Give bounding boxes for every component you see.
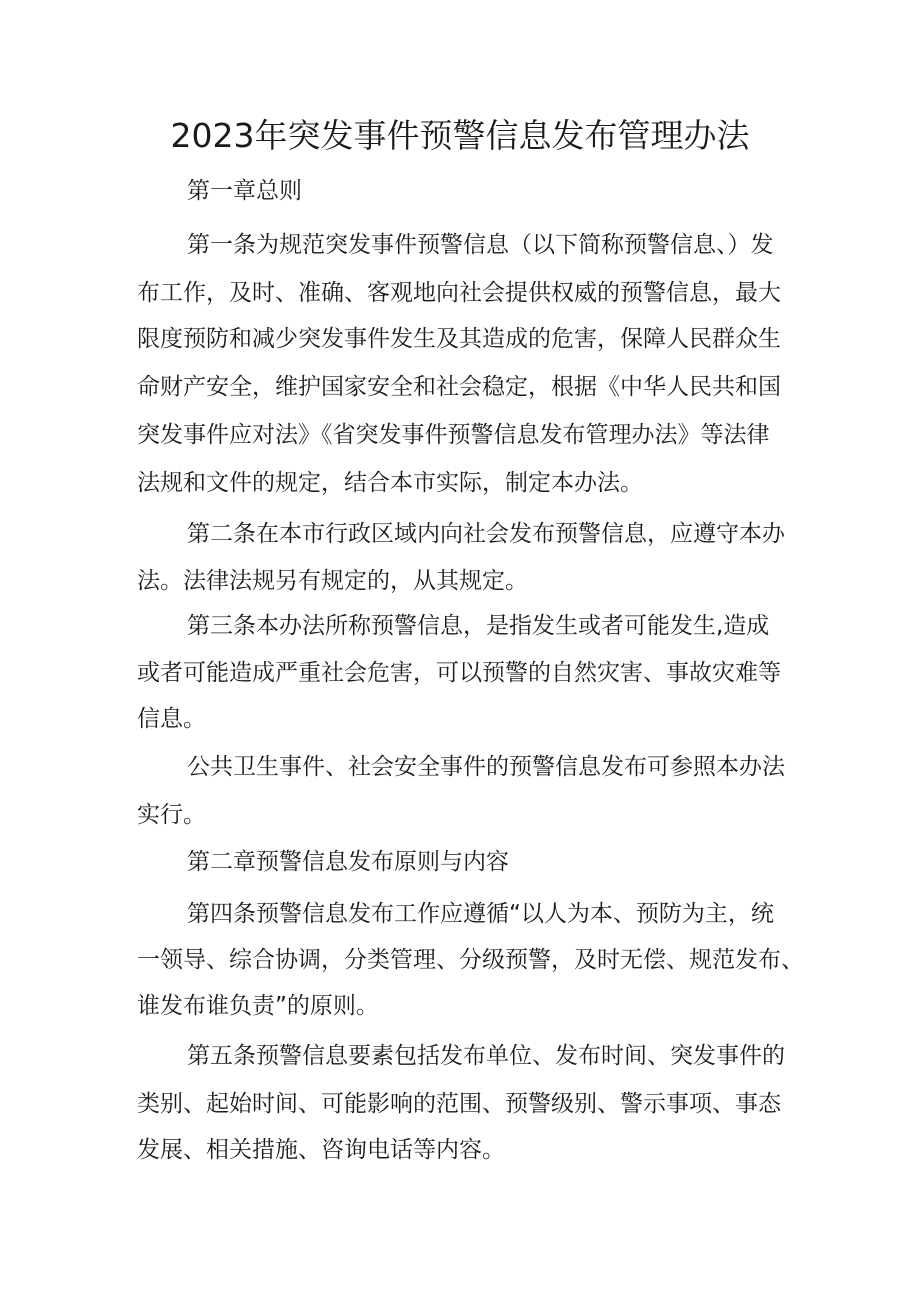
text-line: 第一条为规范突发事件预警信息（以下简称预警信息、）发 (187, 232, 774, 258)
document-title: 2023年突发事件预警信息发布管理办法 (170, 116, 750, 155)
text-line: 一领导、综合协调，分类管理、分级预警，及时无偿、规范发布、 (137, 947, 804, 973)
text-line: 命财产安全，维护国家安全和社会稳定，根据《中华人民共和国 (137, 374, 781, 400)
text-line: 限度预防和减少突发事件发生及其造成的危害，保障人民群众生 (137, 326, 781, 352)
text-line: 信息。 (137, 706, 206, 732)
chapter-heading: 第一章总则 (187, 178, 302, 204)
text-line: 第五条预警信息要素包括发布单位、发布时间、突发事件的 (187, 1043, 785, 1069)
chapter-heading: 第二章预警信息发布原则与内容 (187, 849, 509, 875)
text-line: 实行。 (137, 802, 206, 828)
text-line: 布工作，及时、准确、客观地向社会提供权威的预警信息，最大 (137, 280, 781, 306)
text-line: 第二条在本市行政区域内向社会发布预警信息，应遵守本办 (187, 521, 785, 547)
text-line: 或者可能造成严重社会危害，可以预警的自然灾害、事故灾难等 (137, 660, 781, 686)
text-line: 法规和文件的规定，结合本市实际，制定本办法。 (137, 470, 643, 496)
text-line: 类别、起始时间、可能影响的范围、预警级别、警示事项、事态 (137, 1091, 781, 1117)
text-line: 第三条本办法所称预警信息，是指发生或者可能发生,造成 (187, 613, 770, 639)
text-line: 突发事件应对法》《省突发事件预警信息发布管理办法》等法律 (137, 422, 770, 448)
text-line: 法。法律法规另有规定的，从其规定。 (137, 568, 528, 594)
text-line: 第四条预警信息发布工作应遵循“以人为本、预防为主，统 (187, 901, 774, 927)
text-line: 发展、相关措施、咨询电话等内容。 (137, 1137, 505, 1163)
text-line: 公共卫生事件、社会安全事件的预警信息发布可参照本办法 (187, 754, 785, 780)
text-line: 谁发布谁负责”的原则。 (137, 993, 379, 1019)
